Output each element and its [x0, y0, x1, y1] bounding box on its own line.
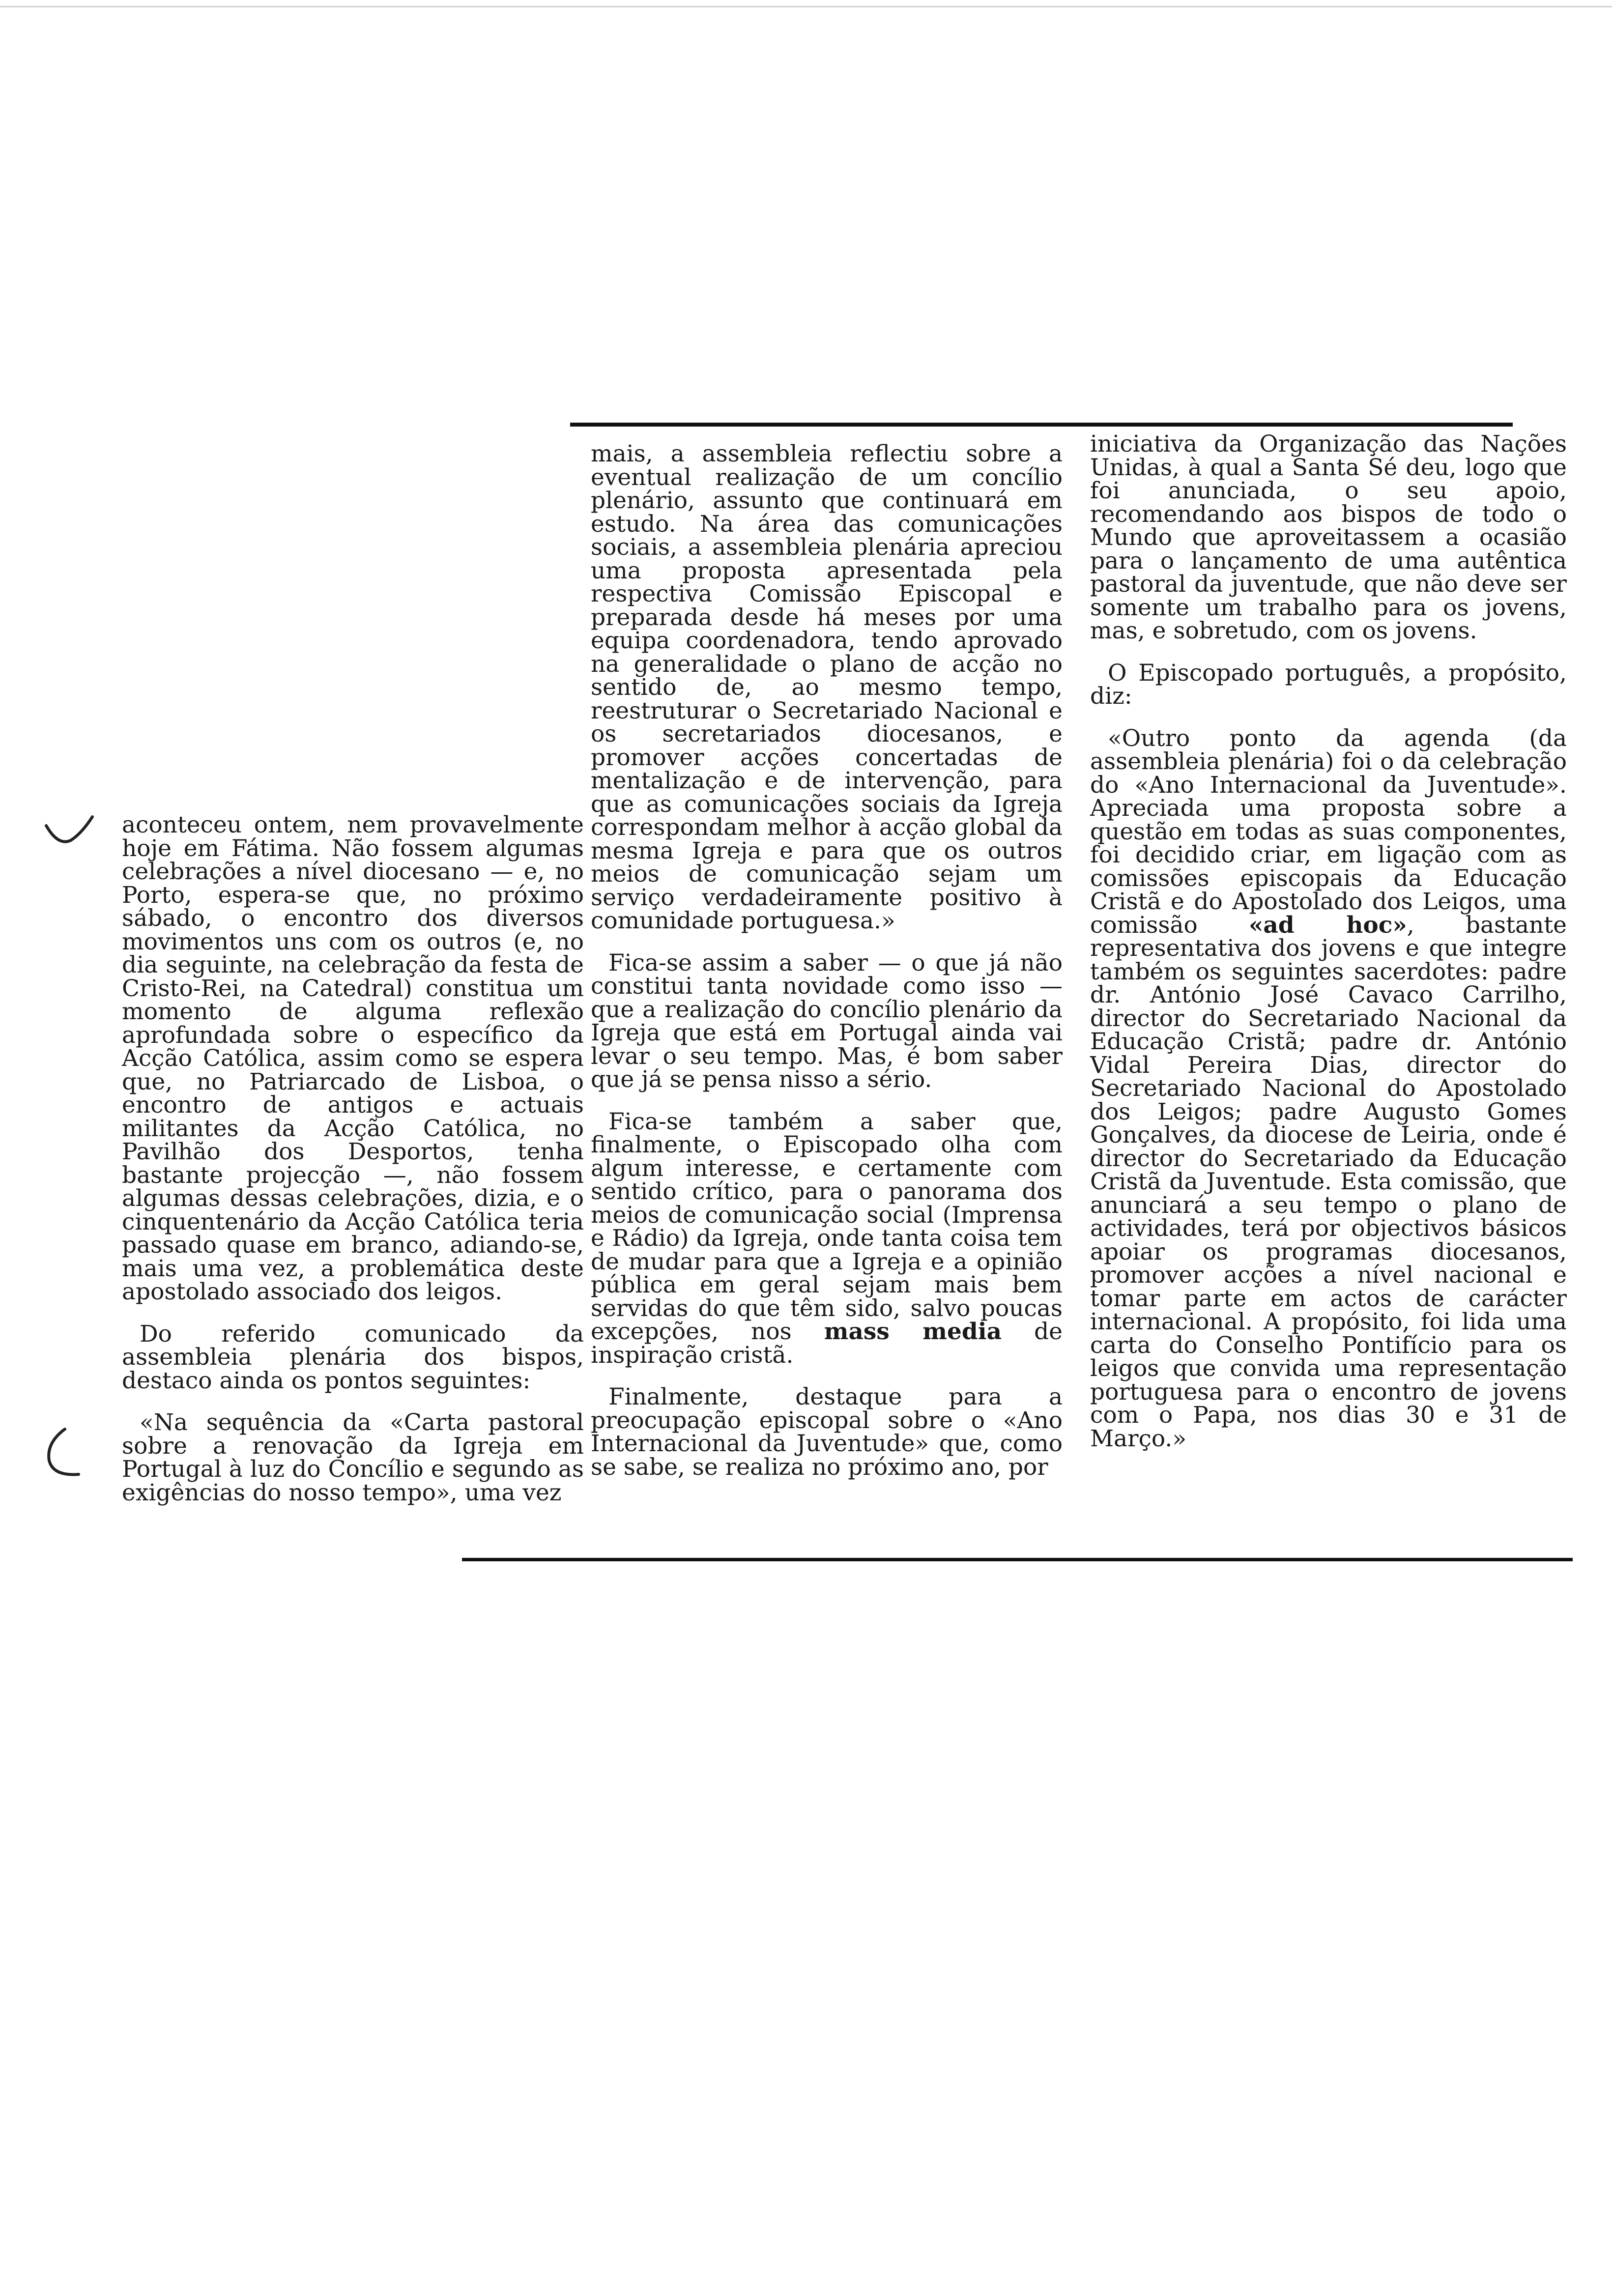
col1-paragraph-3: «Na sequência da «Carta pastoral sobre a renovação da Igreja em Portugal à luz do Concílio e segundo as exigências do nosso tempo», uma vez [122, 1409, 584, 1506]
left-margin-bracket-mark [42, 1425, 86, 1484]
mass-media-term: mass media [824, 1318, 1002, 1345]
col3-paragraph-2: O Episcopado português, a propósito, diz: [1090, 659, 1567, 710]
ad-hoc-term: «ad hoc» [1248, 911, 1407, 939]
col3-paragraph-1: iniciativa da Organização das Nações Unidas, à qual a Santa Sé deu, logo que foi anunciada, o seu apoio, recomendando aos bispos de todo o Mundo que aproveitassem a ocasião para o lançamento de uma autêntica pastoral da juventude, que não deve ser somente um trabalho para os jovens, mas, e sobretudo, com os jovens. [1090, 430, 1567, 644]
column-top-rule [570, 423, 1513, 427]
article-column-3 [1090, 432, 1567, 1450]
col1-paragraph-1: aconteceu ontem, nem provavelmente hoje em Fátima. Não fossem algumas celebrações a nível diocesano — e, no Porto, espera-se que, no próximo sábado, o encontro dos diversos movimentos uns com os outros (e, no dia seguinte, na celebração da festa de Cristo-Rei, na Catedral) constitua um momento de alguma reflexão aprofundada sobre o específico da Acção Católica, assim como se espera que, no Patriarcado de Lisboa, o encontro de antigos e actuais militantes da Acção Católica, no Pavilhão dos Desportos, tenha bastante projecção —, não fossem algumas dessas celebrações, dizia, e o cinquentenário da Acção Católica teria passado quase em branco, adiando-se, mais uma vez, a problemática deste apostolado associado dos leigos. [122, 811, 584, 1305]
left-margin-check-mark [43, 811, 97, 855]
top-page-rule [0, 6, 1612, 7]
col2-paragraph-1: mais, a assembleia reflectiu sobre a eventual realização de um concílio plenário, assunto que continuará em estudo. Na área das comunicações sociais, a assembleia plenária apreciou uma proposta apresentada pela respectiva Comissão Episcopal e preparada desde há meses por uma equipa coordenadora, tendo aprovado na generalidade o plano de acção no sentido de, ao mesmo tempo, reestruturar o Secretariado Nacional e os secretariados diocesanos, e promover acções concertadas de mentalização e de intervenção, para que as comunicações sociais da Igreja correspondam melhor à acção global da mesma Igreja e para que os outros meios de comunicação sejam um serviço verdadeiramente positivo à comunidade portuguesa.» [591, 440, 1063, 934]
col3-paragraph-3-text: «Outro ponto da agenda (da assembleia plenária) foi o da celebração do «Ano Internacional da Juventude». Apreciada uma proposta sobre a questão em todas as suas componentes, foi decidido criar, em ligação com as comissões episcopais da Educação Cristã e do Apostolado dos Leigos, uma comissão [1090, 724, 1567, 939]
col3-paragraph-3 [1090, 724, 1567, 1452]
col1-paragraph-2: Do referido comunicado da assembleia plenária dos bispos, destaco ainda os pontos seguintes: [122, 1320, 584, 1394]
col2-paragraph-3-text: Fica-se também a saber que, finalmente, o Episcopado olha com algum interesse, e certamente com sentido crítico, para o panorama dos meios de comunicação social (Imprensa e Rádio) da Igreja, onde tanta coisa tem de mudar para que a Igreja e a opinião pública em geral sejam mais bem servidas do que têm sido, salvo poucas excepções, nos [591, 1108, 1063, 1345]
article-column-1 [122, 813, 584, 1504]
col3-paragraph-3-end: , bastante representativa dos jovens e que integre também os seguintes sacerdotes: padre dr. António José Cavaco Carrilho, director do Secretariado Nacional da Educação Cristã; padre dr. António Vidal Pereira Dias, director do Secretariado Nacional do Apostolado dos Leigos; padre Augusto Gomes Gonçalves, da diocese de Leiria, onde é director do Secretariado da Educação Cristã da Juventude. Esta comissão, que anunciará a seu tempo o plano de actividades, terá por objectivos básicos apoiar os programas diocesanos, promover acções a nível nacional e tomar parte em actos de carácter internacional. A propósito, foi lida uma carta do Conselho Pontifício para os leigos que convida uma representação portuguesa para o encontro de jovens com o Papa, nos dias 30 e 31 de Março.» [1090, 911, 1567, 1452]
col2-paragraph-3-end: de inspiração cristã. [591, 1318, 1063, 1369]
col2-paragraph-4: Finalmente, destaque para a preocupação episcopal sobre o «Ano Internacional da Juventude» que, como se sabe, se realiza no próximo ano, por [591, 1383, 1063, 1481]
article-column-2 [591, 442, 1063, 1479]
column-bottom-rule [462, 1558, 1573, 1561]
col2-paragraph-2: Fica-se assim a saber — o que já não constitui tanta novidade como isso — que a realização do concílio plenário da Igreja que está em Portugal ainda vai levar o seu tempo. Mas, é bom saber que já se pensa nisso a sério. [591, 949, 1063, 1093]
col2-paragraph-3 [591, 1110, 1063, 1367]
